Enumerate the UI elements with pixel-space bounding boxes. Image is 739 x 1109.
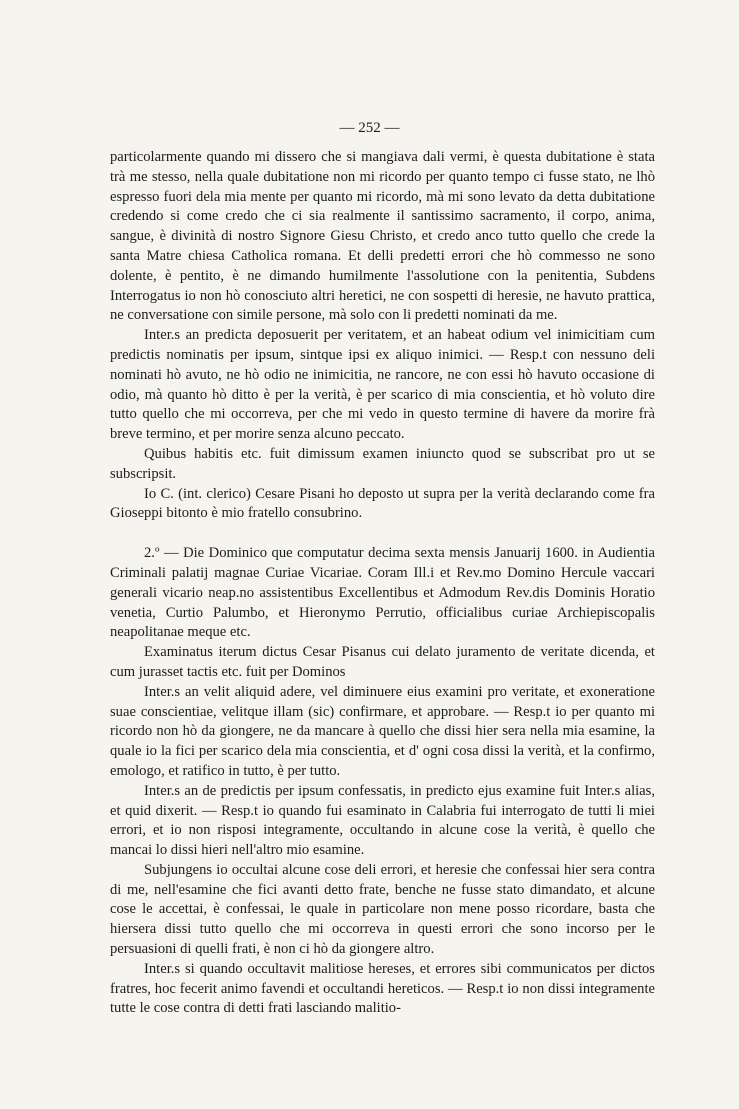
paragraph-1: particolarmente quando mi dissero che si mangiava dali vermi, è questa dubitatione è stata trà me stesso, nella quale dubitatione non mi ricordo per quanto tempo ci fusse stato, ne lhò espresso fuori dela mia mente per quanto mi ricordo, mà mi sono levato da detta dubitatione credendo si come credo che ci sia realmente il santissimo sacramento, il corpo, anima, sangue, è divinità di nostro Signore Giesu Christo, et credo anco tutto quello che crede la santa Matre chiesa Catholica romana. Et delli predetti errori che hò commesso ne sono dolente, è pentito, è ne dimando humilmente l'assolutione con la penitentia, Subdens Interrogatus io non hò conosciuto altri heretici, ne con sospetti di heresie, ne havuto prattica, ne conversatione con simile persone, mà solo con li predetti nominati da me.: [110, 149, 655, 324]
document-body: [110, 120, 655, 1019]
section-gap: [110, 524, 655, 544]
paragraph-6: Examinatus iterum dictus Cesar Pisanus cui delato juramento de veritate dicenda, et cum jurasset tactis etc. fuit per Dominos: [110, 644, 655, 680]
paragraph-9: Subjungens io occultai alcune cose deli errori, et heresie che confessai hier sera contra di me, nell'esamine che fici avanti detto frate, benche ne fusse stato dimandato, et alcune cose le accettai, è confessai, le quale in particolare non mene posso ricordare, basta che hiersera dissi tutto quello che mi occorreva in questi errori che sono incorso per le persuasioni di quelli frati, è non ci hò da giongere altro.: [110, 861, 655, 958]
paragraph-2: Inter.s an predicta deposuerit per veritatem, et an habeat odium vel inimicitiam cum predictis nominatis per ipsum, sintque ipsi ex aliquo inimici. — Resp.t con nessuno deli nominati hò avuto, ne hò odio ne inimicitia, ne rancore, ne con essi hò havuto occasione di odio, mà quanto hò ditto è per la verità, è per scarico di mia conscientia, et hò voluto dire tutto quello che mi occorreva, per che mi vedo in questo termine di havere da morire frà breve termino, et per morire senza alcuno peccato.: [110, 327, 655, 443]
paragraph-4: Io C. (int. clerico) Cesare Pisani ho deposto ut supra per la verità declarando come fra Gioseppi bitonto è mio fratello consubrino.: [110, 485, 655, 522]
page-number: — 252 —: [339, 120, 400, 136]
paragraph-3: Quibus habitis etc. fuit dimissum examen iniuncto quod se subscribat pro ut se subscripsit.: [110, 445, 655, 482]
paragraph-10: Inter.s si quando occultavit malitiose hereses, et errores sibi communicatos per dictos fratres, hoc fecerit animo favendi et occultandi hereticos. — Resp.t io non dissi integramente tutte le cose contra di detti frati lasciando malitio-: [110, 960, 655, 1017]
paragraph-8: Inter.s an de predictis per ipsum confessatis, in predicto ejus examine fuit Inter.s alias, et quid dixerit. — Resp.t io quando fui esaminato in Calabria fui interrogato de tutti li miei errori, et io non risposi integramente, occultando in alcune cose la verità, è quello che mancai lo dissi hieri nell'altro mio esamine.: [110, 782, 655, 859]
paragraph-7: Inter.s an velit aliquid adere, vel diminuere eius examini pro veritate, et exoneratione suae conscientiae, velitque illam (sic) confirmare, et approbare. — Resp.t io per quanto mi ricordo non hò da giongere, ne da mancare à quello che dissi hier sera nella mia esamine, la quale io la fici per scarico dela mia conscientia, et d' ogni cosa dissi la verità, et la confirmo, emologo, et ratifico in tutto, è per tutto.: [110, 683, 655, 779]
paragraph-5: 2.º — Die Dominico que computatur decima sexta mensis Januarij 1600. in Audientia Criminali palatij magnae Curiae Vicariae. Coram Ill.i et Rev.mo Domino Hercule vaccari generali vicario neap.no assistentibus Excellentibus et Admodum Rev.dis Dominis Horatio venetia, Curtio Palumbo, et Hieronymo Perrutio, officialibus curiae Archiepiscopalis neapolitanae meque etc.: [110, 545, 655, 641]
